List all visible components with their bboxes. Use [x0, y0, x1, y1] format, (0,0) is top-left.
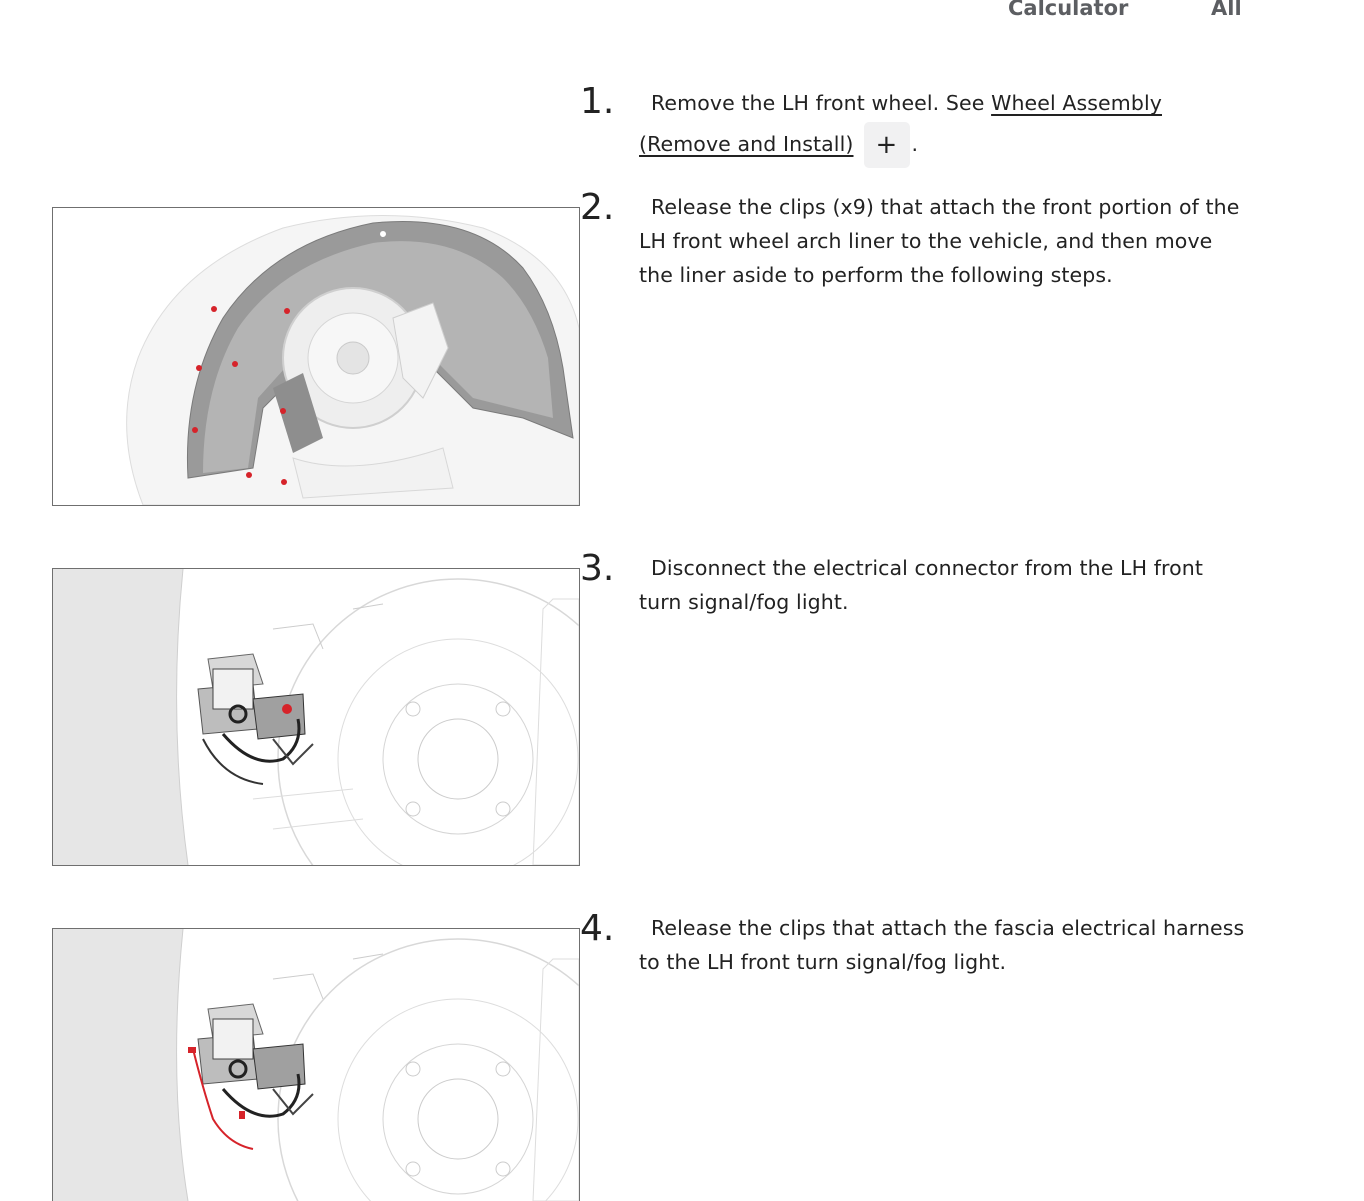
harness-clips-illustration: [53, 929, 579, 1201]
step-instruction: Release the clips that attach the fascia electrical harness to the LH front turn signal/fog light.: [639, 916, 1245, 974]
step-number: 2.: [580, 187, 615, 228]
figure-wheel-arch-liner: [52, 207, 580, 506]
step-instruction: Remove the LH front wheel. See: [651, 91, 985, 115]
top-nav: [0, 0, 1364, 30]
step-instruction: Disconnect the electrical connector from the LH front turn signal/fog light.: [639, 556, 1203, 614]
figure-harness-clips: [52, 928, 580, 1201]
step-3: [580, 549, 1260, 639]
expand-plus-button[interactable]: +: [864, 122, 910, 168]
figure-light-connector: [52, 568, 580, 866]
step-number: 4.: [580, 908, 615, 949]
nav-calculator-link[interactable]: Calculator: [1008, 0, 1129, 20]
wheel-assembly-link[interactable]: Wheel Assembly (Remove and Install): [639, 91, 1162, 156]
step-trailing-punct: .: [911, 132, 919, 156]
step-text: [639, 551, 1249, 619]
step-number: 1.: [580, 81, 615, 122]
step-2: [580, 188, 1260, 308]
step-text: [639, 190, 1249, 292]
light-connector-illustration: [53, 569, 579, 865]
step-text: [639, 84, 1249, 168]
step-1: [580, 82, 1260, 172]
step-text: [639, 911, 1249, 979]
wheel-arch-liner-illustration: [53, 208, 579, 505]
step-4: [580, 909, 1260, 999]
step-number: 3.: [580, 548, 615, 589]
nav-all-link[interactable]: All: [1211, 0, 1242, 20]
step-instruction: Release the clips (x9) that attach the front portion of the LH front wheel arch liner to the vehicle, and then move the liner aside to perform the following steps.: [639, 195, 1240, 287]
